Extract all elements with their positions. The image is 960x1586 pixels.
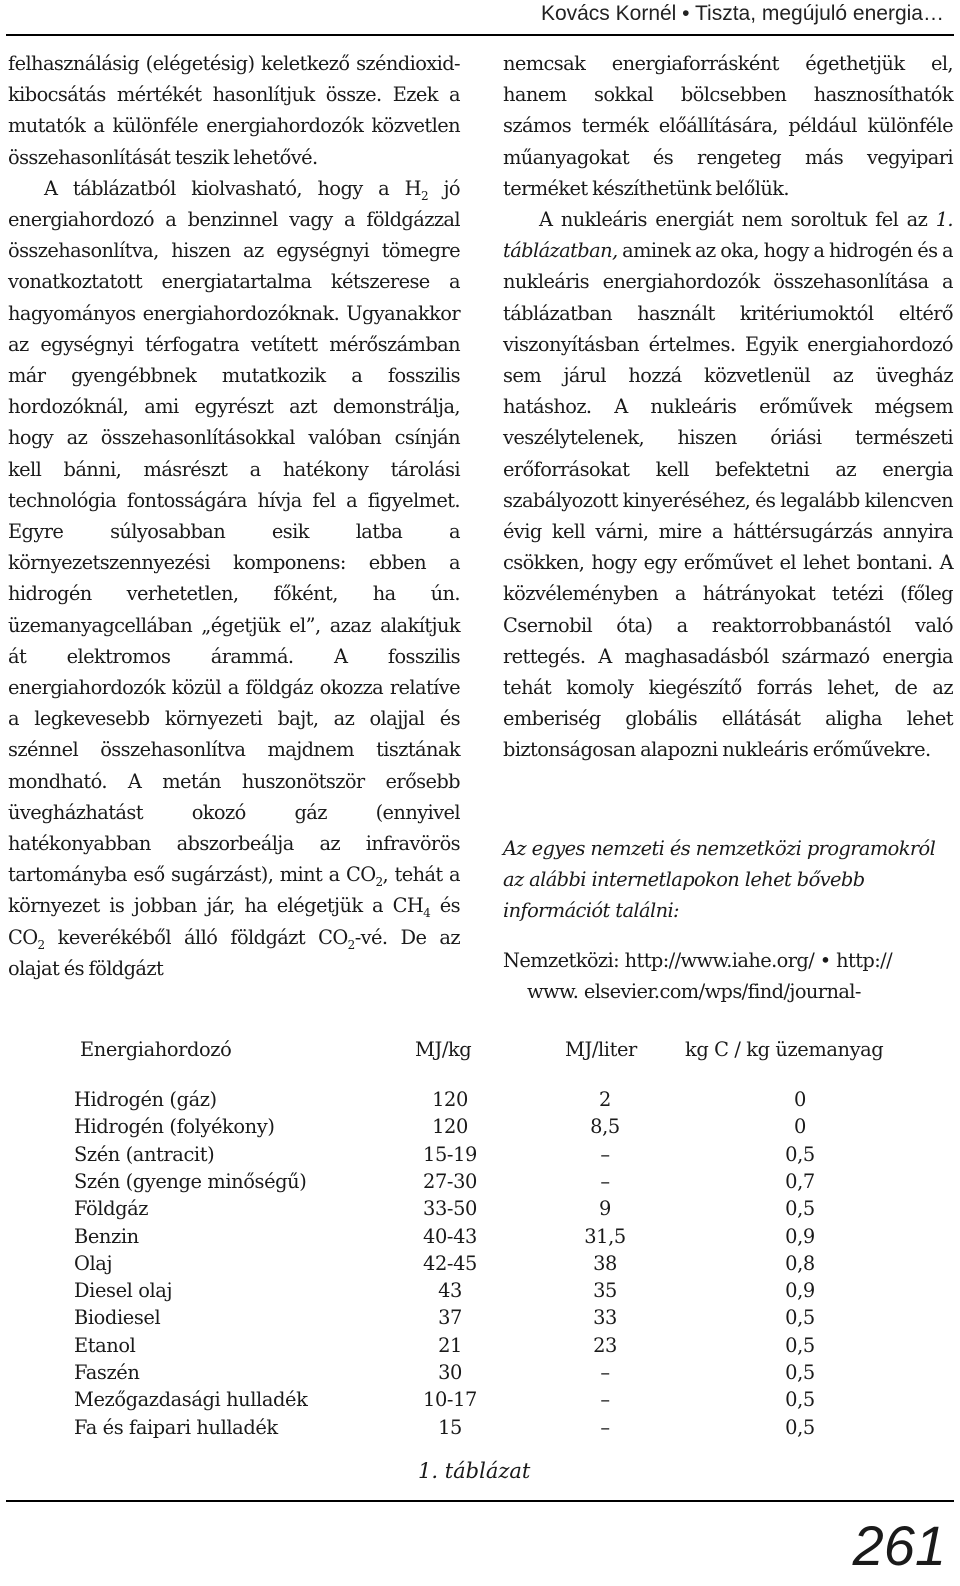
cell-name: Fa és faipari hulladék <box>74 1415 278 1439</box>
cell-mjkg: 120 <box>432 1115 468 1139</box>
cell-kgc: 0,5 <box>785 1333 815 1357</box>
cell-name: Szén (antracit) <box>74 1142 215 1166</box>
cell-mjkg: 21 <box>438 1333 462 1357</box>
table-row <box>0 1115 960 1142</box>
cell-mjl: 31,5 <box>584 1224 626 1248</box>
table-header <box>0 1038 960 1068</box>
table-caption: 1. táblázat <box>418 1459 531 1483</box>
cell-mjl: 35 <box>593 1279 617 1303</box>
cell-mjl: 9 <box>599 1197 611 1221</box>
links-block <box>503 945 953 1007</box>
cell-name: Etanol <box>74 1333 136 1357</box>
cell-kgc: 0,5 <box>785 1415 815 1439</box>
cell-name: Faszén <box>74 1361 140 1384</box>
cell-kgc: 0,9 <box>785 1224 815 1248</box>
table-row <box>0 1388 960 1415</box>
cell-kgc: 0 <box>794 1088 806 1111</box>
cell-mjl: 38 <box>593 1251 617 1275</box>
cell-kgc: 0,8 <box>785 1251 815 1275</box>
right-column <box>503 48 953 766</box>
cell-mjl: – <box>600 1388 610 1412</box>
cell-mjl: – <box>600 1415 610 1439</box>
link-line-1[interactable]: Nemzetközi: http://www.iahe.org/ • http:// <box>503 949 893 972</box>
cell-name: Diesel olaj <box>74 1279 173 1303</box>
cell-mjl: 8,5 <box>590 1115 620 1139</box>
table-row <box>0 1361 960 1388</box>
header-kg-c: kg C / kg üzemanyag <box>685 1038 884 1061</box>
running-title: Kovács Kornél • Tiszta, megújuló energia… <box>540 2 944 25</box>
header-mj-liter: MJ/liter <box>565 1038 637 1061</box>
footer-rule <box>6 1500 954 1502</box>
cell-mjkg: 40-43 <box>423 1224 477 1248</box>
left-paragraph-1: felhasználásig (elégetésig) keletkező széndioxid-kibocsátás mértékét hasonlítjuk össze. Ezek a mutatók a különféle energiahordozók közvetlen összehasonlítását teszik lehetővé. <box>8 52 460 169</box>
header-rule <box>6 34 954 36</box>
cell-name: Földgáz <box>74 1197 149 1221</box>
table-row <box>0 1170 960 1197</box>
cell-mjl: 23 <box>593 1333 617 1357</box>
header-energiahordozo: Energiahordozó <box>80 1038 232 1061</box>
cell-name: Szén (gyenge minőségű) <box>74 1169 307 1193</box>
cell-kgc: 0,5 <box>785 1197 815 1221</box>
page-number: 261 <box>852 1514 946 1577</box>
cell-mjkg: 120 <box>432 1088 468 1111</box>
cell-mjl: – <box>600 1142 610 1166</box>
cell-name: Olaj <box>74 1251 113 1275</box>
cell-mjkg: 15 <box>438 1415 462 1439</box>
cell-mjl: 2 <box>599 1088 611 1111</box>
left-column <box>8 48 460 984</box>
cell-name: Biodiesel <box>74 1306 161 1330</box>
right-paragraph-2: A nukleáris energiát nem soroltuk fel az 1. táblázatban, aminek az oka, hogy a hidrogén és a nukleáris energiahordozók összehasonlítása a táblázatban használt kritériumoktól eltérő viszonyításban értelmes. Egyik energiahordozó sem járul hozzá közvetlenül az üvegház hatáshoz. A nukleáris erőművek mégsem veszélytelenek, hiszen óriási természeti erőforrásokat kell befektetni az energia szabályozott kinyeréséhez, és legalább kilencven évig kell várni, mire a háttérsugárzás annyira csökken, hogy egy erőművet el lehet bontani. A közvéleményben a hátrányokat tetézi (főleg Csernobil óta) a reaktorrobbanástól való rettegés. A maghasadásból származó energia tehát komoly kiegészítő forrás lehet, de az emberiség globális ellátását aligha lehet biztonságosan alapozni nukleáris erőművekre. <box>503 208 953 762</box>
cell-kgc: 0 <box>794 1115 806 1139</box>
cell-kgc: 0,9 <box>785 1279 815 1303</box>
cell-mjkg: 27-30 <box>423 1169 477 1193</box>
cell-mjkg: 33-50 <box>423 1197 477 1221</box>
cell-name: Benzin <box>74 1224 139 1248</box>
table-row <box>0 1225 960 1252</box>
table-row <box>0 1252 960 1279</box>
cell-mjl: – <box>600 1169 610 1193</box>
cell-kgc: 0,5 <box>785 1388 815 1412</box>
cell-mjl: – <box>600 1361 610 1384</box>
header-mj-kg: MJ/kg <box>415 1038 472 1061</box>
table-row <box>0 1334 960 1361</box>
table-row <box>0 1279 960 1306</box>
cell-kgc: 0,7 <box>785 1169 815 1193</box>
link-line-2[interactable]: www. elsevier.com/wps/find/journal- <box>527 980 861 1003</box>
left-paragraph-2: A táblázatból kiolvasható, hogy a $H_2$ jó energiahordozó a benzinnel vagy a földgázzal összehasonlítva, hiszen az egységnyi tömegre vonatkoztatott energiatartalma kétszerese a hagyományos energiahordozóknak. Ugyanakkor az egységnyi térfogatra vetített mérőszámban már gyengébbnek mutatkozik a fosszilis hordozóknál, ami egyrészt azt demonstrálja, hogy az összehasonlításokkal valóban csínján kell bánni, másrészt a hatékony tárolási technológia fontosságára hívja fel a figyelmet. Egyre súlyosabban esik latba a környezetszennyezési komponens: ebben a hidrogén verhetetlen, főként, ha ún. üzemanyagcellában „égetjük el”, azaz alakítjuk át elektromos árammá. A fosszilis energiahordozók közül a földgáz okozza relatíve a legkevesebb környezeti bajt, az olajjal és szénnel összehasonlítva majdnem tisztának mondható. A metán huszonötször erősebb üvegházhatást okozó gáz (ennyivel hatékonyabban abszorbeálja az infravörös tartományba eső sugárzást), mint a $CO_2$, tehát a környezet is jobban jár, ha elégetjük a $CH_4$ és $CO_2$ keverékéből álló földgázt $CO_2-vé$. De az olajat és földgázt <box>8 176 460 980</box>
table-row <box>0 1197 960 1224</box>
cell-mjkg: 10-17 <box>423 1388 477 1412</box>
table-row <box>0 1416 960 1443</box>
table-row <box>0 1143 960 1170</box>
cell-mjkg: 30 <box>438 1361 462 1384</box>
table-row <box>0 1088 960 1115</box>
right-paragraph-1: nemcsak energiaforrásként égethetjük el, hanem sokkal bölcsebben hasznosíthatók számos termék előállítására, például különféle műanyagokat és rengeteg más vegyipari terméket készíthetünk belőlük. <box>503 52 953 200</box>
cell-mjkg: 37 <box>438 1306 462 1330</box>
cell-name: Hidrogén (gáz) <box>74 1088 217 1111</box>
cell-kgc: 0,5 <box>785 1306 815 1330</box>
links-note: Az egyes nemzeti és nemzetközi programokról az alábbi internetlapokon lehet bővebb információt találni: <box>503 837 936 922</box>
cell-mjkg: 15-19 <box>423 1142 477 1166</box>
cell-mjkg: 43 <box>438 1279 462 1303</box>
cell-name: Hidrogén (folyékony) <box>74 1115 275 1139</box>
cell-mjkg: 42-45 <box>423 1251 477 1275</box>
table-row <box>0 1306 960 1333</box>
cell-mjl: 33 <box>593 1306 617 1330</box>
cell-name: Mezőgazdasági hulladék <box>74 1388 308 1412</box>
cell-kgc: 0,5 <box>785 1142 815 1166</box>
cell-kgc: 0,5 <box>785 1361 815 1384</box>
